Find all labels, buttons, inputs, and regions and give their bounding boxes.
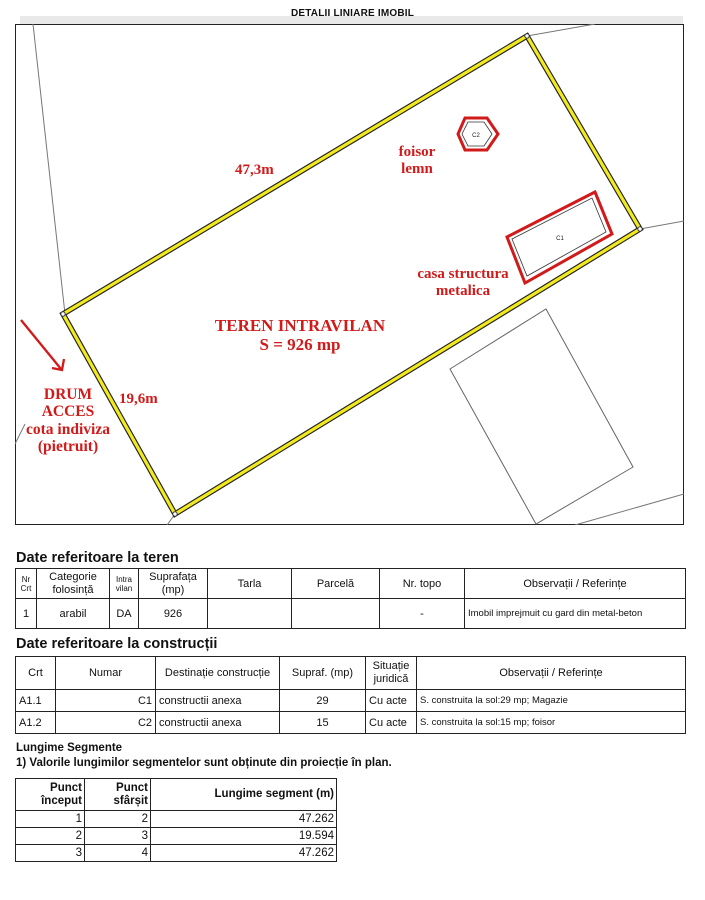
td-crt: A1.2 <box>16 712 56 734</box>
th-intravilan: Intra vilan <box>110 569 139 599</box>
th-suprafata: Suprafața (mp) <box>139 569 208 599</box>
side-length-left: 19,6m <box>119 391 158 407</box>
drum-label-line1: DRUM <box>43 386 93 403</box>
td-punct-sfarsit: 3 <box>85 828 151 845</box>
segmente-heading: Lungime Segmente <box>16 742 123 754</box>
td-supraf: 29 <box>280 690 366 712</box>
table-row <box>16 690 686 712</box>
th-parcela: Parcelă <box>292 569 380 599</box>
teren-label-line2: S = 926 mp <box>259 335 341 355</box>
casa-label-line1: casa structura <box>417 266 509 282</box>
th-supraf: Supraf. (mp) <box>280 657 366 690</box>
th-punct-inceput: Punct început <box>16 779 85 811</box>
constructii-heading: Date referitoare la construcții <box>16 636 218 652</box>
th-observatii: Observații / Referințe <box>465 569 686 599</box>
plan-title: DETALII LINIARE IMOBIL <box>290 8 415 19</box>
td-punct-sfarsit: 2 <box>85 811 151 828</box>
td-punct-inceput: 1 <box>16 811 85 828</box>
td-numar: C1 <box>56 690 156 712</box>
segmente-note: 1) Valorile lungimilor segmentelor sunt obținute din proiecție în plan. <box>16 757 392 769</box>
th-tarla: Tarla <box>208 569 292 599</box>
th-numar: Numar <box>56 657 156 690</box>
th-nr-topo: Nr. topo <box>380 569 465 599</box>
td-destinatie: constructii anexa <box>156 712 280 734</box>
td-observatii-c: S. construita la sol:29 mp; Magazie <box>417 690 686 712</box>
th-crt: Crt <box>16 657 56 690</box>
neighbour-building <box>450 309 633 524</box>
table-row <box>16 599 686 629</box>
c1-label: C1 <box>556 236 564 242</box>
foisor-label-line1: foisor <box>398 144 436 160</box>
casa-label-line2: metalica <box>435 282 491 299</box>
td-suprafata: 926 <box>139 599 208 629</box>
foisor-label-line2: lemn <box>401 160 433 177</box>
casa-label <box>400 266 526 300</box>
corner-point-2 <box>525 34 529 38</box>
table-row <box>16 828 337 845</box>
constructii-table <box>15 656 686 734</box>
property-boundary <box>63 36 640 514</box>
td-nr-topo: - <box>380 599 465 629</box>
teren-table <box>15 568 686 629</box>
table-row <box>16 712 686 734</box>
td-observatii: Imobil imprejmuit cu gard din metal-beton <box>465 599 686 629</box>
corner-point-4 <box>173 512 177 516</box>
th-situatie: Situație juridică <box>366 657 417 690</box>
td-intravilan: DA <box>110 599 139 629</box>
td-punct-inceput: 2 <box>16 828 85 845</box>
side-length-top: 47,3m <box>235 162 274 178</box>
td-numar: C2 <box>56 712 156 734</box>
td-categorie: arabil <box>37 599 110 629</box>
segmente-table <box>15 778 337 862</box>
td-nr: 1 <box>16 599 37 629</box>
td-punct-sfarsit: 4 <box>85 845 151 862</box>
table-row <box>16 811 337 828</box>
td-supraf: 15 <box>280 712 366 734</box>
th-destinatie: Destinație construcție <box>156 657 280 690</box>
td-observatii-c: S. construita la sol:15 mp; foisor <box>417 712 686 734</box>
corner-point-1 <box>61 312 65 316</box>
access-arrow <box>21 320 64 370</box>
segmente-header-row <box>16 779 337 811</box>
td-punct-inceput: 3 <box>16 845 85 862</box>
td-crt: A1.1 <box>16 690 56 712</box>
drum-label-line3: cota indiviza <box>26 420 110 438</box>
teren-header-row <box>16 569 686 599</box>
td-situatie: Cu acte <box>366 712 417 734</box>
constructii-header-row <box>16 657 686 690</box>
table-row <box>16 845 337 862</box>
th-categorie: Categorie folosință <box>37 569 110 599</box>
td-parcela <box>292 599 380 629</box>
td-lungime: 47.262 <box>151 811 337 828</box>
th-observatii-c: Observații / Referințe <box>417 657 686 690</box>
td-tarla <box>208 599 292 629</box>
td-destinatie: constructii anexa <box>156 690 280 712</box>
td-lungime: 19.594 <box>151 828 337 845</box>
teren-heading: Date referitoare la teren <box>16 550 179 566</box>
th-nr-crt: Nr Crt <box>16 569 37 599</box>
td-lungime: 47.262 <box>151 845 337 862</box>
th-lungime: Lungime segment (m) <box>151 779 337 811</box>
corner-point-3 <box>638 227 642 231</box>
td-situatie: Cu acte <box>366 690 417 712</box>
drum-label <box>20 386 116 455</box>
c2-label: C2 <box>472 133 480 139</box>
teren-label <box>190 316 410 354</box>
drum-label-line4: (pietruit) <box>37 438 99 456</box>
th-punct-sfarsit: Punct sfârșit <box>85 779 151 811</box>
drum-label-line2: ACCES <box>41 403 95 421</box>
foisor-label <box>387 144 447 178</box>
teren-label-line1: TEREN INTRAVILAN <box>214 316 386 335</box>
